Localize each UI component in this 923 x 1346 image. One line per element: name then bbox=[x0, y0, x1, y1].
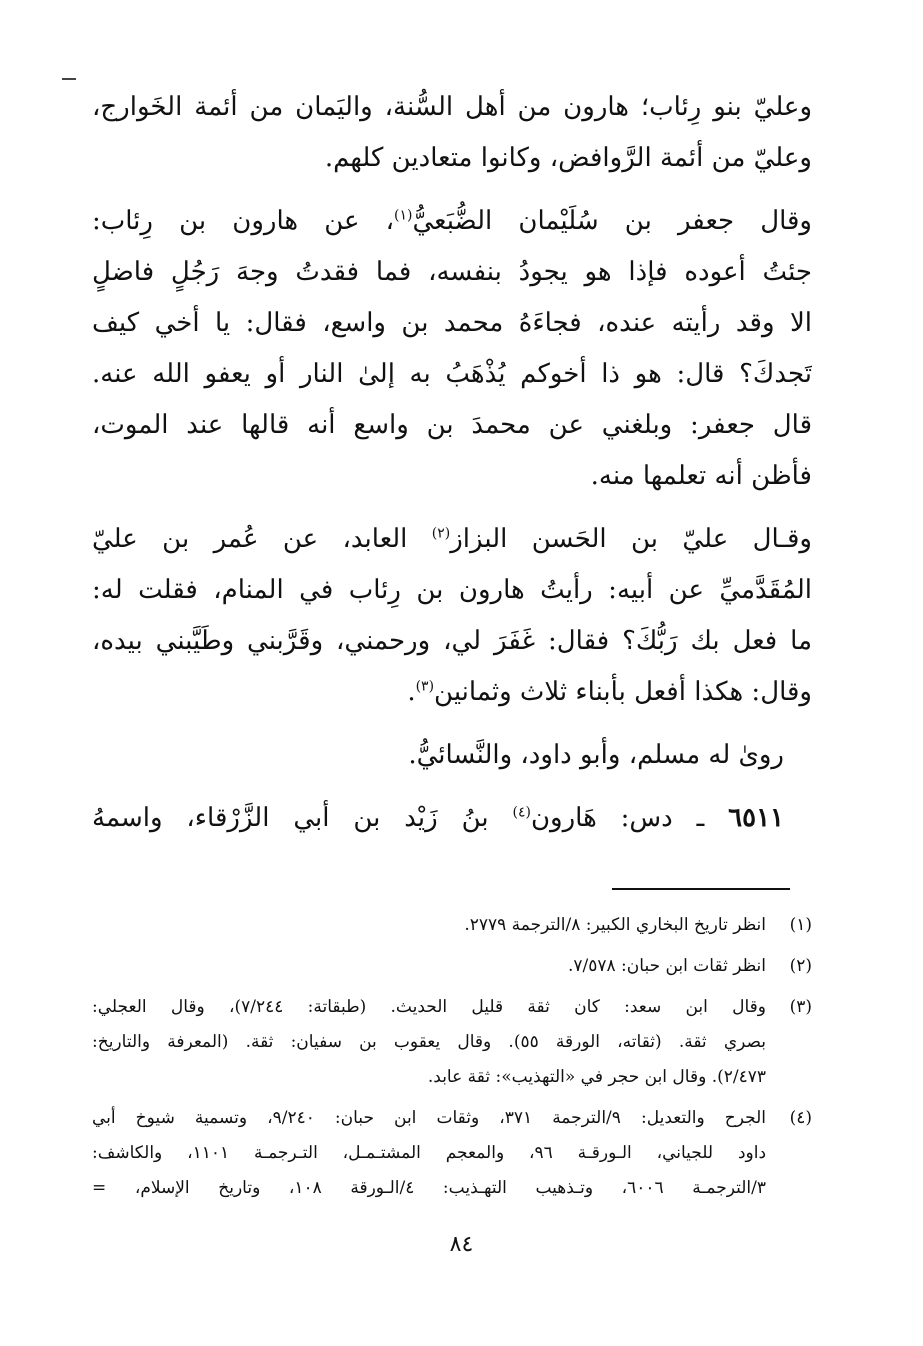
entry-heading bbox=[92, 793, 812, 844]
footnote-body bbox=[92, 949, 766, 984]
footnote bbox=[92, 908, 812, 943]
footnote-line: داود للجياني، الـورقـة ٩٦، والمعجم المشتـمـل، التـرجمـة ١١٠١، والكاشف: bbox=[92, 1143, 766, 1163]
text-segment: وقال جعفر بن سُلَيْمان الضُّبَعيُّ bbox=[412, 206, 812, 236]
footnote-line: الجرح والتعديل: ٩/الترجمة ٣٧١، وثقات ابن حبان: ٩/٢٤٠، وتسمية شيوخ أبي bbox=[92, 1108, 766, 1128]
text-line bbox=[92, 793, 812, 844]
main-text bbox=[92, 82, 812, 844]
text-line: روىٰ له مسلم، وأبو داود، والنَّسائيُّ. bbox=[408, 740, 784, 770]
footnote-ref: (٤) bbox=[512, 804, 531, 821]
paragraph bbox=[92, 196, 812, 502]
text-line: ما فعل بك رَبُّكَ؟ فقال: غَفَرَ لي، ورحمني، وقَرَّبني وطَيَّبني بيده، bbox=[92, 626, 812, 656]
footnote-line: ٢/٤٧٣). وقال ابن حجر في «التهذيب»: ثقة عابد. bbox=[427, 1067, 766, 1087]
footnote-number: (٢) bbox=[789, 956, 812, 976]
text-segment: بنُ زَيْد بن أبي الزَّرْقاء، واسمهُ bbox=[92, 803, 513, 833]
footnote-number: (٤) bbox=[789, 1108, 812, 1128]
footnote-line: انظر تاريخ البخاري الكبير: ٨/الترجمة ٢٧٧٩. bbox=[464, 915, 766, 935]
footnote-separator bbox=[612, 888, 790, 890]
paragraph bbox=[92, 514, 812, 718]
text-line: قال جعفر: وبلغني عن محمدَ بن واسع أنه قالها عند الموت، bbox=[92, 410, 812, 440]
text-segment: وقـال عليّ بن الحَسن البزاز bbox=[450, 524, 812, 554]
footnote-number: (٣) bbox=[789, 997, 812, 1017]
footnote-line: ٣/الترجمـة ٦٠٠٦، وتـذهيب التهـذيب: ٤/الـورقة ١٠٨، وتاريخ الإسلام، = bbox=[92, 1178, 766, 1198]
text-line: وعليّ من أئمة الرَّوافض، وكانوا متعادين كلهم. bbox=[324, 143, 812, 173]
text-segment: ـ دس: هَارون bbox=[530, 803, 729, 833]
footnote-ref: (١) bbox=[394, 207, 413, 224]
margin-mark bbox=[62, 78, 76, 80]
text-line: المُقَدَّميِّ عن أبيه: رأيتُ هارون بن رِئاب في المنام، فقلت له: bbox=[92, 575, 812, 605]
text-segment: وقال: هكذا أفعل بأبناء ثلاث وثمانين bbox=[434, 677, 812, 707]
footnote-line: انظر ثقات ابن حبان: ٧/٥٧٨. bbox=[567, 956, 766, 976]
footnote-line: بصري ثقة. (ثقاته، الورقة ٥٥). وقال يعقوب بن سفيان: ثقة. (المعرفة والتاريخ: bbox=[92, 1032, 766, 1052]
footnote-body bbox=[92, 1101, 766, 1206]
footnote-number: (١) bbox=[789, 915, 812, 935]
text-segment: العابد، عن عُمر بن عليّ bbox=[92, 524, 432, 554]
footnote-line: وقال ابن سعد: كان ثقة قليل الحديث. (طبقاتة: ٧/٢٤٤)، وقال العجلي: bbox=[92, 997, 766, 1017]
text-line: تَجدكَ؟ قال: هو ذا أخوكم يُذْهَبُ به إلىٰ النار أو يعفو الله عنه. bbox=[92, 359, 812, 389]
footnote-ref: (٣) bbox=[415, 678, 435, 695]
text-segment: ، عن هارون بن رِئاب: bbox=[92, 206, 395, 236]
text-line bbox=[92, 196, 812, 247]
text-line: فأظن أنه تعلمها منه. bbox=[590, 461, 812, 491]
text-line bbox=[92, 667, 812, 718]
entry-number: ٦٥١١ bbox=[728, 803, 784, 833]
footnote-body bbox=[92, 990, 766, 1095]
text-line bbox=[92, 514, 812, 565]
footnote bbox=[92, 949, 812, 984]
footnote bbox=[92, 990, 812, 1095]
text-line: جئتُ أعوده فإذا هو يجودُ بنفسه، فما فقدتُ وجهَ رَجُلٍ فاضلٍ bbox=[92, 257, 812, 287]
footnote bbox=[92, 1101, 812, 1206]
footnote-ref: (٢) bbox=[431, 525, 451, 542]
text-segment: . bbox=[407, 677, 416, 707]
footnote-body bbox=[92, 908, 766, 943]
page-number: ٨٤ bbox=[449, 1232, 474, 1257]
text-line: وعليّ بنو رِئاب؛ هارون من أهل السُّنة، واليَمان من أئمة الخَوارج، bbox=[92, 92, 812, 122]
footnotes bbox=[92, 908, 812, 1212]
paragraph bbox=[92, 730, 812, 781]
paragraph bbox=[92, 82, 812, 184]
text-line: الا وقد رأيته عنده، فجاءَهُ محمد بن واسع، فقال: يا أخي كيف bbox=[92, 308, 812, 338]
